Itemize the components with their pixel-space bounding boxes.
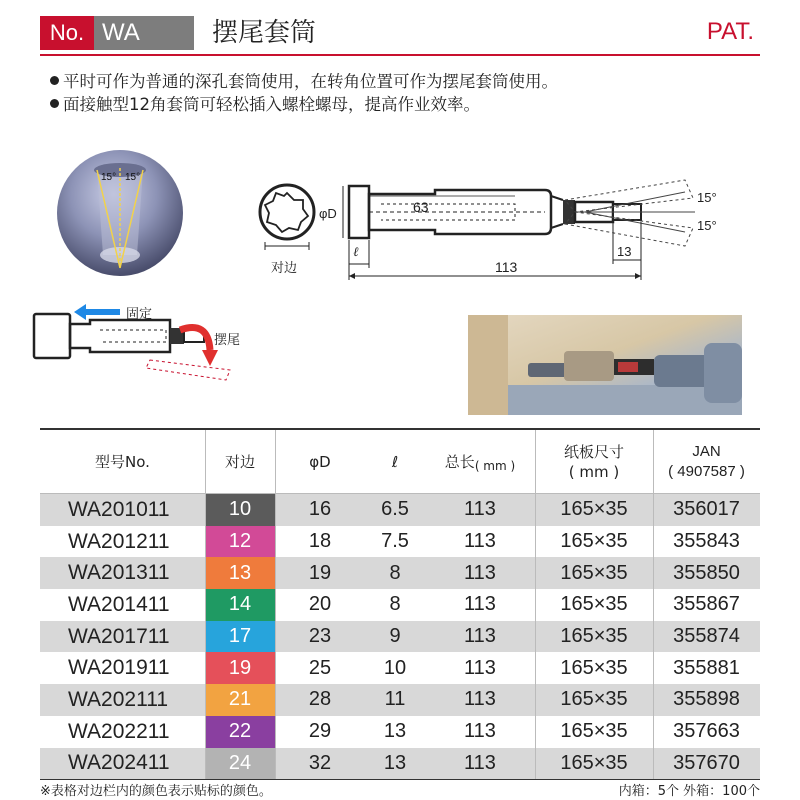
table-row — [40, 716, 760, 748]
bullet-dot-icon — [50, 99, 59, 108]
cell-card: 165×35 — [560, 561, 628, 584]
swing-diagram — [30, 300, 290, 395]
cell-total: 113 — [464, 530, 496, 553]
table-body — [40, 494, 760, 779]
table-row — [40, 589, 760, 621]
cell-phi: 20 — [308, 593, 332, 616]
header-card-label: 纸板尺寸 — [563, 443, 624, 461]
page-title: 摆尾套筒 — [212, 18, 317, 48]
cell-phi: 23 — [308, 625, 332, 648]
cell-phi: 32 — [308, 751, 332, 774]
cell-jan: 355867 — [673, 593, 740, 616]
cell-card: 165×35 — [560, 688, 628, 711]
cell-total: 113 — [464, 625, 496, 648]
cell-jan: 355850 — [673, 561, 740, 584]
swing-label: 摆尾 — [214, 333, 241, 348]
cell-model: WA202411 — [68, 751, 170, 775]
cell-jan: 355881 — [673, 656, 740, 679]
cell-jan: 357663 — [673, 720, 740, 743]
cell-card: 165×35 — [560, 593, 628, 616]
cell-size: 14 — [205, 589, 275, 621]
photo-angle-left: 15° — [101, 172, 117, 183]
header-total — [425, 430, 535, 494]
usage-illustration — [468, 315, 742, 415]
cell-model: WA202211 — [68, 719, 170, 743]
socket-angle-illustration — [57, 150, 183, 276]
photo-angle-right: 15° — [125, 172, 141, 183]
cell-size: 24 — [205, 748, 275, 780]
cell-total: 113 — [464, 498, 496, 521]
feature-text: 平时可作为普通的深孔套筒使用，在转角位置可作为摆尾套筒使用。 — [63, 72, 558, 91]
cell-total: 113 — [464, 593, 496, 616]
cell-total: 113 — [464, 688, 496, 711]
table-row — [40, 621, 760, 653]
feature-list — [50, 70, 760, 116]
cell-jan: 355898 — [673, 688, 740, 711]
feature-item — [50, 70, 760, 93]
across-flats-label: 对边 — [271, 261, 298, 276]
column-divider — [653, 430, 654, 779]
cell-model: WA201411 — [68, 592, 170, 616]
table-row — [40, 494, 760, 526]
model-code-badge: WA — [94, 16, 194, 50]
feature-item — [50, 93, 760, 116]
table-row — [40, 684, 760, 716]
cell-card: 165×35 — [560, 530, 628, 553]
cell-size: 19 — [205, 652, 275, 684]
socket-angle-photo — [57, 150, 183, 276]
cell-model: WA201711 — [68, 624, 170, 648]
cell-model: WA201011 — [68, 497, 170, 521]
cell-total: 113 — [464, 656, 496, 679]
header-card — [535, 430, 653, 494]
ell-label: ℓ — [353, 245, 359, 260]
cell-jan: 357670 — [673, 751, 740, 774]
angle-bottom-label: 15° — [697, 218, 717, 233]
cell-ell: 8 — [389, 561, 401, 584]
cell-total: 113 — [464, 751, 496, 774]
dim-63-label: 63 — [413, 199, 429, 215]
header-size: 对边 — [224, 453, 255, 471]
cell-ell: 11 — [384, 688, 406, 711]
patent-mark: PAT. — [706, 18, 754, 45]
cell-size: 13 — [205, 557, 275, 589]
bullet-dot-icon — [50, 76, 59, 85]
header-rule — [40, 54, 760, 56]
cell-card: 165×35 — [560, 720, 628, 743]
cell-phi: 16 — [308, 498, 332, 521]
cell-jan: 356017 — [673, 498, 740, 521]
cell-size: 22 — [205, 716, 275, 748]
spec-table — [40, 428, 760, 779]
column-divider — [205, 430, 206, 779]
cell-jan: 355874 — [673, 625, 740, 648]
dimension-diagram — [245, 160, 765, 290]
cell-size: 21 — [205, 684, 275, 716]
usage-photo — [468, 315, 742, 415]
cell-ell: 7.5 — [381, 530, 409, 553]
column-divider — [535, 430, 536, 779]
cell-model: WA201311 — [68, 561, 170, 585]
cell-card: 165×35 — [560, 751, 628, 774]
header-model: 型号No. — [95, 453, 150, 471]
cell-ell: 8 — [389, 593, 401, 616]
cell-card: 165×35 — [560, 656, 628, 679]
cell-card: 165×35 — [560, 625, 628, 648]
header-phi: φD — [309, 453, 331, 471]
cell-phi: 28 — [308, 688, 332, 711]
cell-ell: 10 — [383, 656, 407, 679]
table-row — [40, 526, 760, 558]
swing-arrow-icon — [202, 350, 218, 366]
cell-ell: 6.5 — [381, 498, 409, 521]
fixed-arrow-icon — [74, 304, 86, 320]
table-row — [40, 748, 760, 780]
header-ell: ℓ — [391, 453, 399, 471]
cell-phi: 25 — [308, 656, 332, 679]
no-badge: No. — [40, 16, 94, 50]
socket-end-view-icon — [260, 185, 314, 239]
cell-ell: 13 — [383, 720, 407, 743]
feature-text: 面接触型12角套筒可轻松插入螺栓螺母，提高作业效率。 — [63, 95, 480, 114]
fixed-label: 固定 — [126, 307, 153, 322]
cell-phi: 18 — [308, 530, 332, 553]
cell-model: WA201211 — [68, 529, 170, 553]
cell-total: 113 — [464, 720, 496, 743]
table-row — [40, 652, 760, 684]
cell-phi: 29 — [308, 720, 332, 743]
dim-13-label: 13 — [617, 244, 632, 259]
angle-top-label: 15° — [697, 190, 717, 205]
cell-total: 113 — [464, 561, 496, 584]
footnote: ※表格对边栏内的颜色表示贴标的颜色。 — [40, 784, 272, 799]
cell-size: 10 — [205, 494, 275, 526]
table-header — [40, 430, 760, 494]
cell-phi: 19 — [308, 561, 332, 584]
header-jan — [653, 430, 760, 494]
table-row — [40, 557, 760, 589]
cell-model: WA202111 — [68, 687, 169, 711]
header-total-label: 总长 — [444, 453, 475, 471]
header-card-unit: ( mm ) — [568, 463, 620, 481]
header-jan-label: JAN — [692, 443, 721, 460]
cell-ell: 9 — [389, 625, 401, 648]
packing-info: 内箱：5个 外箱：100个 — [618, 784, 760, 799]
phi-d-label: φD — [319, 206, 337, 221]
header — [40, 14, 760, 54]
header-jan-prefix: ( 4907587 ) — [668, 463, 745, 480]
cell-card: 165×35 — [560, 498, 628, 521]
header-total-unit: ( mm ) — [474, 459, 516, 473]
cell-jan: 355843 — [673, 530, 740, 553]
dim-113-label: 113 — [495, 259, 518, 275]
column-divider — [275, 430, 276, 779]
cell-size: 12 — [205, 526, 275, 558]
cell-model: WA201911 — [68, 656, 170, 680]
cell-size: 17 — [205, 621, 275, 653]
cell-ell: 13 — [383, 751, 407, 774]
